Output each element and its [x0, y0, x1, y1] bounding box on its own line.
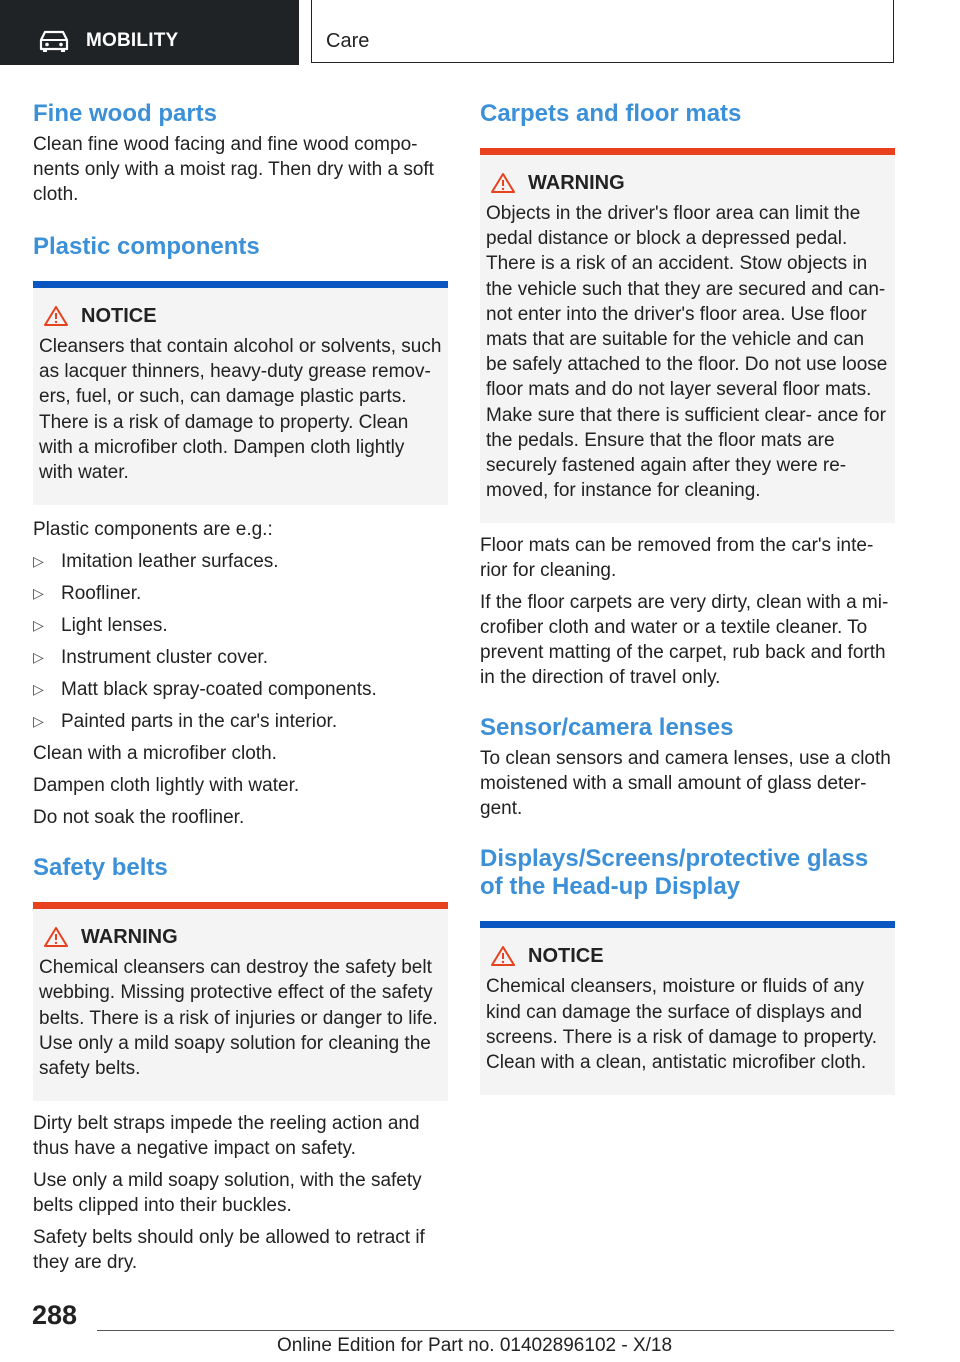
belts-p3: Safety belts should only be allowed to retract if they are dry.: [33, 1227, 425, 1274]
warning-label: WARNING: [81, 926, 178, 949]
section-title: MOBILITY: [86, 30, 179, 51]
plastic-list: [33, 549, 448, 734]
carpets-warning-text: Objects in the driver's floor area can limit the pedal distance or block a depressed pedal. There is a risk of an accident. Stow objects in the vehicle such that they are secured and can‐ not enter into the driver's floor area. Use floor mats that are suitable for the vehicle and can be safely attached to the floor. Do not use loose floor mats and do not layer several floor mats. Make sure that there is sufficient clear‐ ance for the pedals. Ensure that the floor mats are securely fastened again after they were re‐ moved, for instance for cleaning.: [486, 203, 888, 502]
right-column: [480, 100, 895, 1095]
plastic-heading: Plastic components: [33, 233, 260, 260]
list-item: ▷ Imitation leather surfaces.: [33, 551, 279, 573]
warning-triangle-icon: [43, 305, 69, 327]
carpets-heading: Carpets and floor mats: [480, 100, 742, 127]
plastic-after-1: Clean with a microfiber cloth.: [33, 743, 277, 765]
carpets-warning-box: [480, 148, 895, 523]
warning-title: [43, 925, 442, 949]
warning-triangle-icon: [490, 172, 516, 194]
triangle-bullet-icon: ▷: [33, 553, 44, 570]
list-item: ▷ Instrument cluster cover.: [33, 647, 268, 669]
fine-wood-heading: Fine wood parts: [33, 100, 218, 127]
belts-warning-text: Chemical cleansers can destroy the safety belt webbing. Missing protective effect of the safety belts. There is a risk of injuries or danger to life. Use only a mild soapy solution for cleaning the safety belts.: [39, 957, 438, 1080]
displays-notice-box: [480, 921, 895, 1095]
car-icon: [38, 30, 70, 52]
warning-title: [490, 171, 889, 195]
plastic-after-3: Do not soak the roofliner.: [33, 807, 245, 829]
list-item: ▷ Light lenses.: [33, 615, 168, 637]
edition-text: Online Edition for Part no. 01402896102 - X/18: [277, 1335, 673, 1356]
notice-title: [43, 304, 442, 328]
sensor-heading: Sensor/camera lenses: [480, 714, 734, 742]
warning-triangle-icon: [490, 945, 516, 967]
carpets-p2: If the floor carpets are very dirty, clean with a mi‐ crofiber cloth and water or a textile cleaner. To prevent matting of the carpet, rub back and forth in the direction of travel only.: [480, 592, 889, 689]
fine-wood-text: Clean fine wood facing and fine wood compo‐ nents only with a moist rag. Then dry with a soft cloth.: [33, 134, 434, 205]
plastic-after-2: Dampen cloth lightly with water.: [33, 775, 300, 797]
triangle-bullet-icon: ▷: [33, 585, 44, 602]
triangle-bullet-icon: ▷: [33, 649, 44, 666]
chapter-title: Care: [326, 30, 370, 52]
belts-p1: Dirty belt straps impede the reeling action and thus have a negative impact on safety.: [33, 1113, 420, 1160]
belts-heading: Safety belts: [33, 854, 168, 882]
displays-notice-text: Chemical cleansers, moisture or fluids of any kind can damage the surface of displays and screens. There is a risk of damage to property. Clean with a clean, antistatic microfiber cloth.: [486, 976, 878, 1074]
triangle-bullet-icon: ▷: [33, 681, 44, 698]
warning-triangle-icon: [43, 926, 69, 948]
list-item: ▷ Painted parts in the car's interior.: [33, 711, 338, 733]
plastic-notice-box: [33, 281, 448, 505]
plastic-notice-text: Cleansers that contain alcohol or solvents, such as lacquer thinners, heavy-duty grease remov‐ ers, fuel, or such, can damage plastic parts. There is a risk of damage to property. Clean with a microfiber cloth. Dampen cloth lightly with water.: [39, 336, 442, 484]
list-item: ▷ Matt black spray-coated components.: [33, 679, 377, 701]
sensor-text: To clean sensors and camera lenses, use a cloth moistened with a small amount of glass deter‐ gent.: [480, 748, 891, 820]
notice-label: NOTICE: [528, 945, 604, 968]
list-item: ▷ Roofliner.: [33, 583, 142, 605]
footer-divider: [97, 1330, 894, 1331]
plastic-intro: Plastic components are e.g.:: [33, 519, 273, 541]
triangle-bullet-icon: ▷: [33, 617, 44, 634]
notice-title: [490, 944, 889, 968]
displays-heading: Displays/Screens/protective glass of the Head-up Display: [480, 845, 869, 901]
warning-label: WARNING: [528, 172, 625, 194]
triangle-bullet-icon: ▷: [33, 713, 44, 730]
left-column: [33, 100, 448, 1275]
header-section-tab: [0, 0, 299, 65]
carpets-p1: Floor mats can be removed from the car's inte‐ rior for cleaning.: [480, 535, 874, 582]
belts-warning-box: [33, 902, 448, 1101]
belts-p2: Use only a mild soapy solution, with the safety belts clipped into their buckles.: [33, 1170, 422, 1217]
page-number: 288: [32, 1300, 78, 1330]
header-chapter-box: [311, 0, 894, 63]
notice-label: NOTICE: [81, 305, 157, 327]
